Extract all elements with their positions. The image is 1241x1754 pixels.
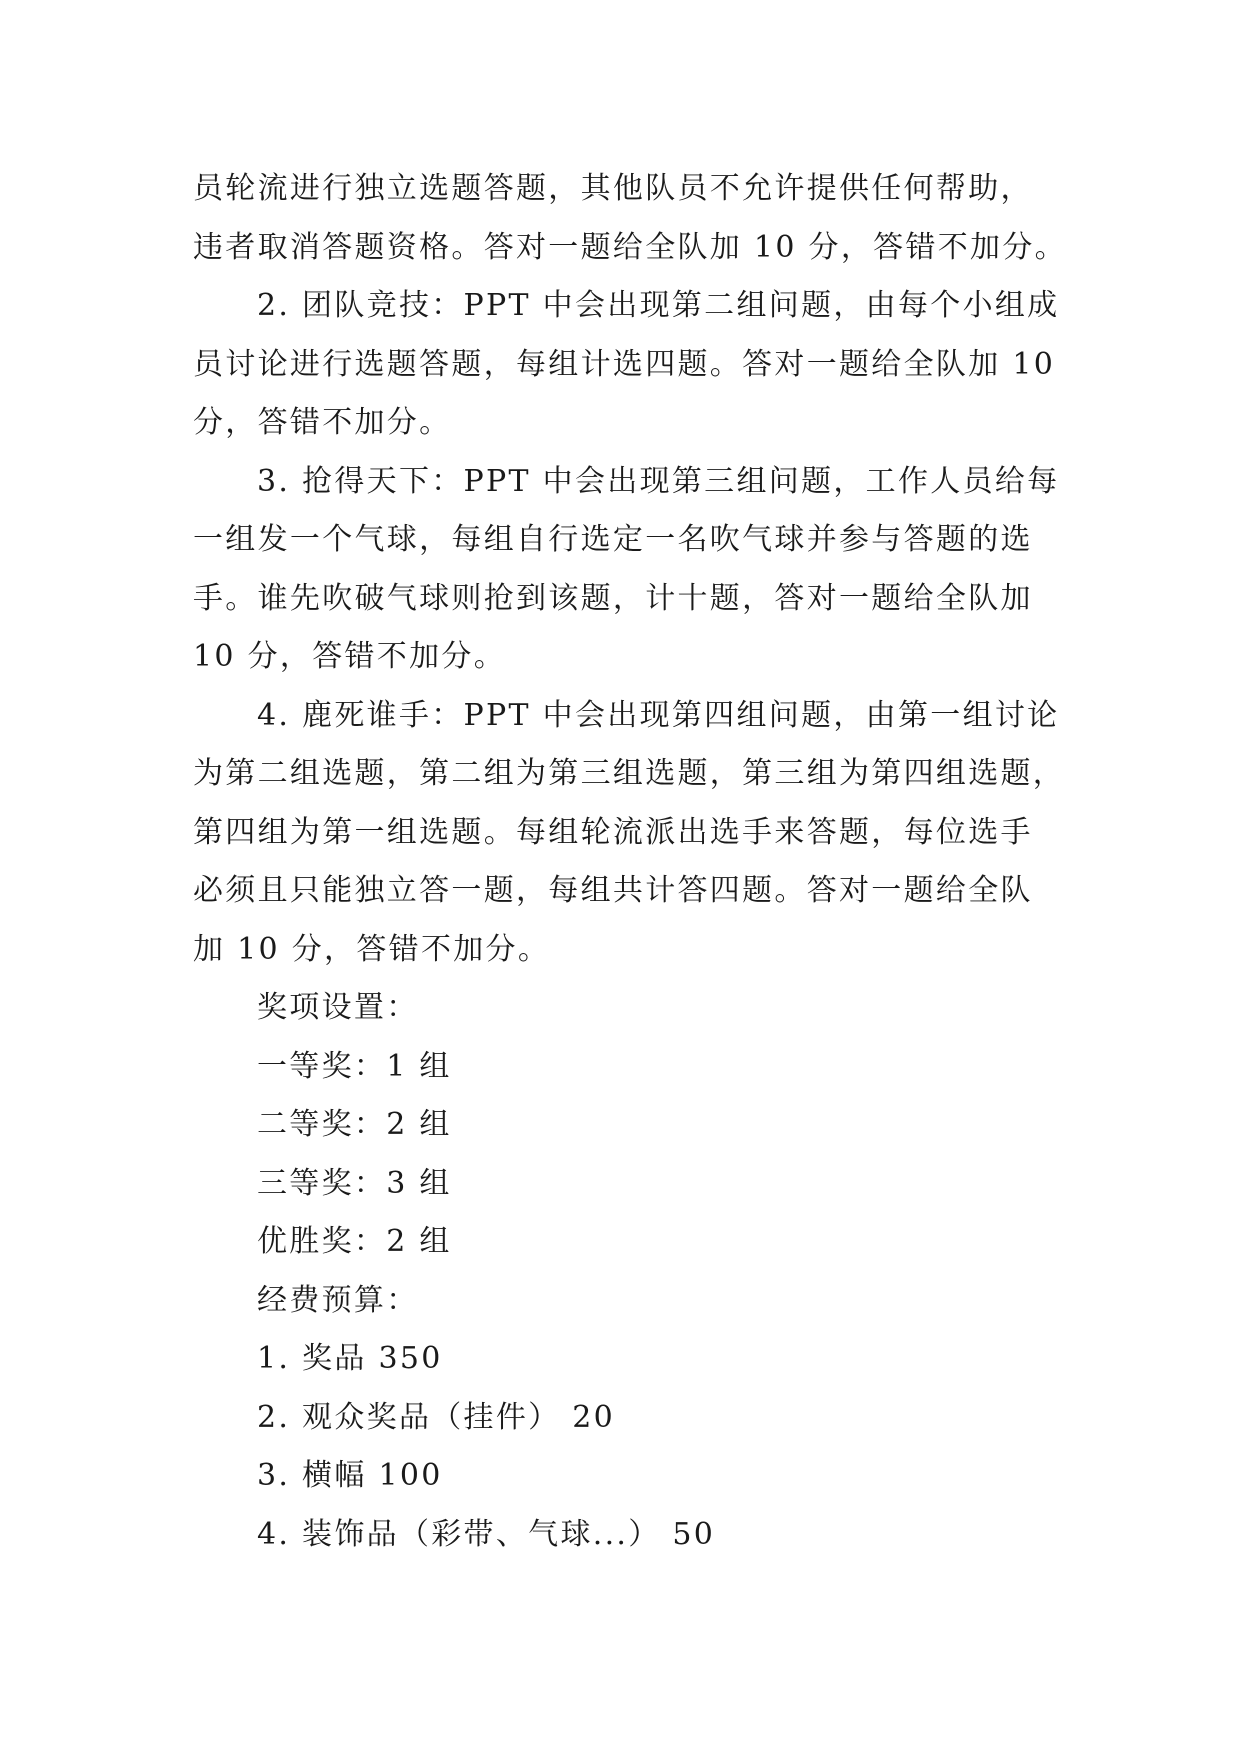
paragraph-line: 10 分，答错不加分。 xyxy=(193,639,507,674)
budget-item: 1. 奖品 350 xyxy=(257,1341,443,1376)
paragraph-line: 分，答错不加分。 xyxy=(193,405,452,440)
paragraph-line: 一组发一个气球，每组自行选定一名吹气球并参与答题的选 xyxy=(193,522,1033,557)
award-item: 优胜奖：2 组 xyxy=(257,1224,452,1259)
budget-item: 3. 横幅 100 xyxy=(257,1458,443,1493)
paragraph-line: 2. 团队竞技：PPT 中会出现第二组问题，由每个小组成 xyxy=(257,288,1060,323)
section-heading-awards: 奖项设置： xyxy=(257,990,419,1025)
paragraph-line: 必须且只能独立答一题，每组共计答四题。答对一题给全队 xyxy=(193,873,1033,908)
paragraph-line: 3. 抢得天下：PPT 中会出现第三组问题，工作人员给每 xyxy=(257,463,1060,499)
paragraph-line: 为第二组选题，第二组为第三组选题，第三组为第四组选题， xyxy=(193,756,1066,791)
budget-item: 2. 观众奖品（挂件） 20 xyxy=(257,1399,616,1435)
paragraph-line: 手。谁先吹破气球则抢到该题，计十题，答对一题给全队加 xyxy=(193,580,1033,616)
award-item: 二等奖：2 组 xyxy=(257,1107,452,1142)
paragraph-line: 第四组为第一组选题。每组轮流派出选手来答题，每位选手 xyxy=(193,814,1033,850)
budget-item: 4. 装饰品（彩带、气球...） 50 xyxy=(257,1516,716,1552)
award-item: 一等奖：1 组 xyxy=(257,1048,452,1084)
paragraph-line: 员讨论进行选题答题，每组计选四题。答对一题给全队加 10 xyxy=(193,346,1056,382)
paragraph-line: 违者取消答题资格。答对一题给全队加 10 分，答错不加分。 xyxy=(193,229,1067,265)
paragraph-line: 员轮流进行独立选题答题，其他队员不允许提供任何帮助， xyxy=(193,171,1033,206)
paragraph-line: 加 10 分，答错不加分。 xyxy=(193,931,551,967)
body-text xyxy=(193,160,1073,1564)
award-item: 三等奖：3 组 xyxy=(257,1165,452,1201)
paragraph-line: 4. 鹿死谁手：PPT 中会出现第四组问题，由第一组讨论 xyxy=(257,697,1060,733)
section-heading-budget: 经费预算： xyxy=(257,1282,419,1318)
